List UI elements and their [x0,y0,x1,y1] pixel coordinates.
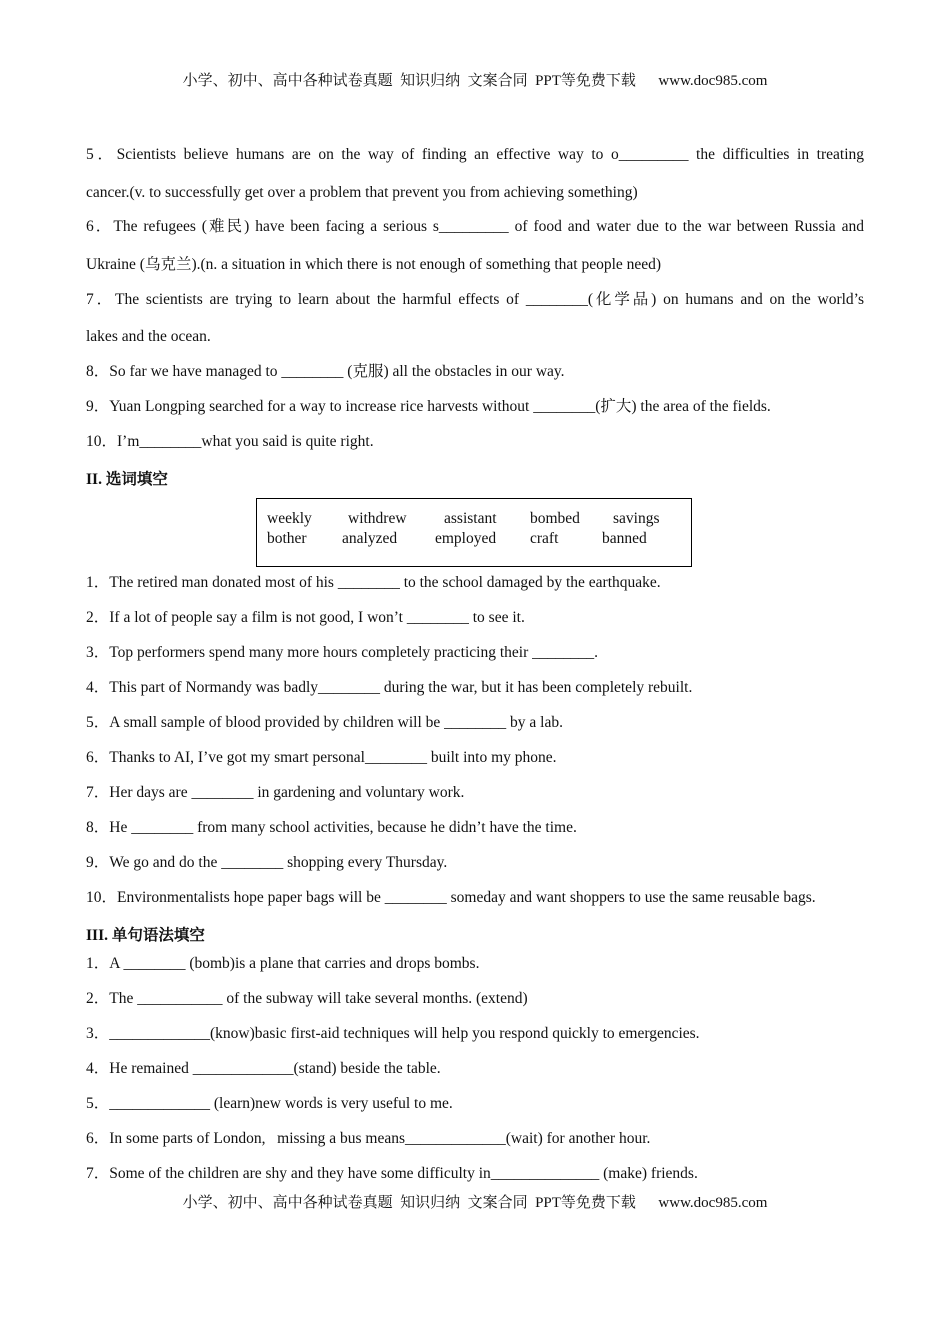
word-bank-item: savings [613,510,660,527]
word-bank-box [256,498,692,567]
part3-title: III. 单句语法填空 [86,927,205,944]
part3-q5: 5．_____________ (learn)new words is very useful to me. [86,1095,453,1112]
word-bank-item: bother [267,530,307,547]
part2-q9: 9．We go and do the ________ shopping every Thursday. [86,854,448,871]
part2-q5: 5．A small sample of blood provided by children will be ________ by a lab. [86,714,563,731]
part1-q6-line2: Ukraine (乌克兰).(n. a situation in which there is not enough of something that people need) [86,256,662,273]
part1-q5-line1: 5．Scientists believe humans are on the way of finding an effective way to o_________ the difficulties in treating [86,146,864,163]
page-header: 小学、初中、高中各种试卷真题 知识归纳 文案合同 PPT等免费下载 www.doc985.com [182,73,768,89]
word-bank-item: withdrew [348,510,407,527]
part1-q6-line1: 6．The refugees (难民) have been facing a serious s_________ of food and water due to the war between Russia and [86,218,864,235]
part3-q4: 4．He remained _____________(stand) beside the table. [86,1060,441,1077]
part2-q2: 2．If a lot of people say a film is not good, I won’t ________ to see it. [86,609,525,626]
part2-q6: 6．Thanks to AI, I’ve got my smart personal________ built into my phone. [86,749,557,766]
part3-q3: 3．_____________(know)basic first-aid techniques will help you respond quickly to emergencies. [86,1025,700,1042]
word-bank-item: weekly [267,510,312,527]
part1-q10: 10．I’m________what you said is quite right. [86,433,374,450]
word-bank-item: employed [435,530,497,547]
part3-q7: 7．Some of the children are shy and they have some difficulty in______________ (make) friends. [86,1165,698,1182]
part1-q7-line2: lakes and the ocean. [86,328,211,345]
part3-q6: 6．In some parts of London, missing a bus means_____________(wait) for another hour. [86,1130,651,1147]
part2-q8: 8．He ________ from many school activities, because he didn’t have the time. [86,819,577,836]
page-footer: 小学、初中、高中各种试卷真题 知识归纳 文案合同 PPT等免费下载 www.doc985.com [182,1195,768,1211]
part3-q2: 2．The ___________ of the subway will take several months. (extend) [86,990,528,1007]
word-bank-item: assistant [444,510,497,527]
word-bank-item: analyzed [342,530,398,547]
word-bank-item: craft [530,530,559,547]
word-bank-item: banned [602,530,647,547]
part1-q5-line2: cancer.(v. to successfully get over a problem that prevent you from achieving something) [86,184,638,201]
part2-q10: 10．Environmentalists hope paper bags will be ________ someday and want shoppers to use the same reusable bags. [86,889,816,906]
word-bank-item: bombed [530,510,580,527]
part1-q9: 9．Yuan Longping searched for a way to increase rice harvests without ________(扩大) the area of the fields. [86,398,771,415]
part2-title: II. 选词填空 [86,471,168,488]
part3-q1: 1．A ________ (bomb)is a plane that carries and drops bombs. [86,955,480,972]
part1-q7-line1: 7．The scientists are trying to learn about the harmful effects of ________(化学品) on humans and on the world’s [86,291,864,308]
part2-q1: 1．The retired man donated most of his ________ to the school damaged by the earthquake. [86,574,661,591]
part2-q7: 7．Her days are ________ in gardening and voluntary work. [86,784,465,801]
part2-q4: 4．This part of Normandy was badly________ during the war, but it has been completely rebuilt. [86,679,693,696]
part2-q3: 3．Top performers spend many more hours completely practicing their ________. [86,644,599,661]
part1-q8: 8．So far we have managed to ________ (克服) all the obstacles in our way. [86,363,565,380]
